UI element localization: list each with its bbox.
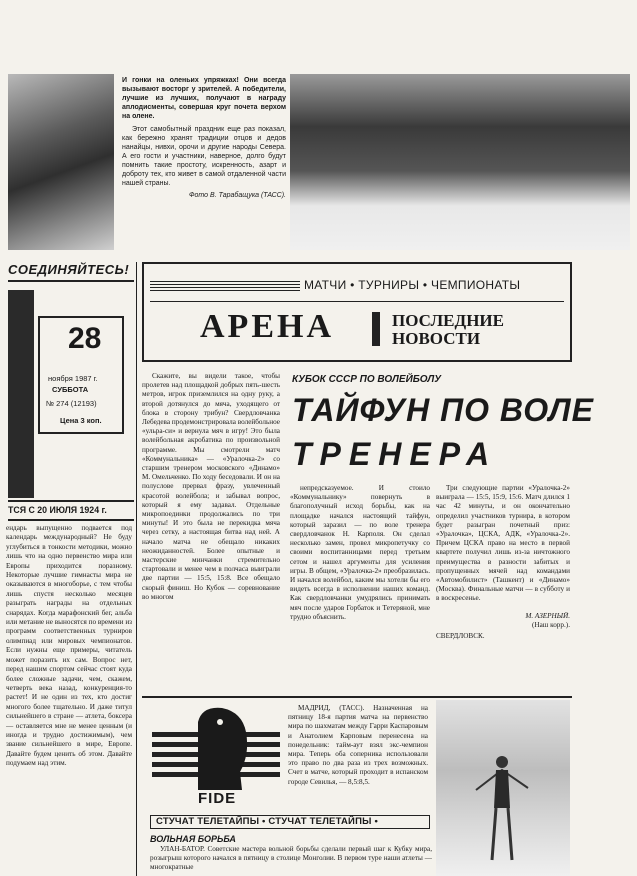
rubric-stripes bbox=[150, 281, 300, 291]
date-box bbox=[38, 316, 124, 434]
slogan: СОЕДИНЯЙТЕСЬ! bbox=[8, 262, 130, 277]
arena-title: АРЕНА bbox=[200, 308, 334, 345]
slogan-rule bbox=[8, 280, 134, 282]
chess-news-text: МАДРИД, (ТАСС). Назначенная на пятницу 18-я партия матча на первенство мира по шахматам между Гарри Каспаровым и Анатолием Карповым перенесена на понедельник: тайм-аут взял экс-чемпион мира. Теперь оба соперника использовали это право по два раза из трех возможных. Счет в матче, который проходит в испанском городе Севилья, — 8,5:8,5. bbox=[288, 704, 428, 786]
price: Цена 3 коп. bbox=[60, 416, 102, 425]
since-rule bbox=[8, 500, 134, 502]
since-line: ТСЯ С 20 ИЮЛЯ 1924 г. bbox=[8, 505, 107, 515]
volleyball-author-role: (Наш корр.). bbox=[531, 620, 570, 629]
chess-news bbox=[288, 704, 428, 812]
left-column-text: ендарь выпущенно подвается под календарь международный? Не буду углубиться в тонкости методики, можно лишь что на одно первенство мира или Европы приходится поразному. Некоторые лучшие гимнасты мира не оказываются в многоборье, с тем чтобы лишь спустя несколько месяцев разыграть награды на отдельных снарядах. Когда марафонский бег, альба или метание не выносятся по времени из программ соответственных турниров олимпиад или мировых чемпионатов. Если нужны еще примеры, читатель может поразить их сам. Вопрос нет, перед нашим спортом сейчас стоят куда более сложные задачи, чем, скажем, четверть века назад, конкуренция-то растет! И не один из тех, кто достиг многого более тщательно. И даже титул сильнейшего в стране — атлета, боксера — оставляется мне не менее ценным (и иногда и трудно достижимым), чем звание сильнейшего в мире, Европе. Давайте будем ценить об этом. Давайте подумаем над этим. bbox=[6, 524, 132, 768]
volleyball-column-1 bbox=[142, 372, 280, 692]
date-weekday: СУББОТА bbox=[52, 385, 89, 394]
reindeer-photo bbox=[8, 74, 114, 250]
teletype-banner: СТУЧАТ ТЕЛЕТАЙПЫ • СТУЧАТ ТЕЛЕТАЙПЫ • bbox=[156, 816, 378, 827]
arena-subtitle-1: ПОСЛЕДНИЕ bbox=[392, 311, 504, 330]
photo-credit: Фото В. Тарабащука (ТАСС). bbox=[188, 192, 286, 199]
issue-number: № 274 (12193) bbox=[46, 399, 97, 408]
volleyball-column-3-text: Три следующие партии «Уралочка-2» выиграла — 15:5, 15:9, 15:6. Матч длился 1 час 42 минуты, и он окончательно определил участников турнира, в котором будет разыгран почетный приз: «Уралочка», ЦСКА, АДК, «Уралочка-2». Причем ЦСКА право на место в первой квартете получил лишь из-за ничтожного преимущества в разности забитых и пропущенных мячей над командами «Автомобилист» (Ташкент) и «Динамо» (Москва). Финальные матчи — в субботу и в воскресенье. bbox=[436, 484, 570, 603]
since-rule-2 bbox=[8, 519, 134, 521]
fide-logo-text: FIDE bbox=[198, 790, 237, 807]
volleyball-headline-1: ТАЙФУН ПО ВОЛЕ bbox=[292, 392, 594, 428]
caption-body: Этот самобытный праздник еще раз показал, как бережно хранят традиции отцов и дедов нанайцы, нивхи, орочи и другие народы Севера. А его гости и участники, наверное, долго будут помнить такие простоту, искренность, азарт и доброту тех, кто живет в самой отдаленной части нашей страны. bbox=[122, 126, 286, 187]
date-month-year: ноября 1987 г. bbox=[48, 374, 98, 383]
arena-rubrics: МАТЧИ • ТУРНИРЫ • ЧЕМПИОНАТЫ bbox=[304, 278, 521, 292]
teletype-news-text: УЛАН-БАТОР. Советские мастера вольной борьбы сделали первый шаг к Кубку мира, розыгрыш которого начался в пятницу в столице Монголии. В первом туре наши атлеты — многократные bbox=[150, 845, 432, 872]
teletype-news bbox=[150, 845, 432, 876]
caption-lead: И гонки на оленьих упряжках! Они всегда вызывают восторг у зрителей. А победители, лучшие из лучших, получают в награду аплодисменты, совершая круг почета верхом на олене. bbox=[122, 77, 286, 120]
arena-bar bbox=[372, 312, 380, 346]
left-column bbox=[6, 524, 132, 874]
volleyball-column-2 bbox=[290, 484, 430, 694]
volleyball-column-2-text: непредсказуемое. И стоило «Коммунальнику» повернуть в благополучный исход борьбы, как на площадке начался настоящий тайфун, который заразил — по воле тренера свердловчанок Н. Карполя. Он сделал несколько замен, провел микропетучку со своими воспитанницами перед третьим сетом и нашел аргументы для усиления игры. В общем, «Уралочка-2» преобразилась. И начался волейбол, каким мы хотели бы его видеть всегда в исполнении наших команд. Как свердловчанки умудрялись принимать мяч после ударов Горбаток и Тетеряной, мне трудно объяснить. bbox=[290, 484, 430, 621]
skater-photo bbox=[436, 700, 570, 876]
arena-subtitle-2: НОВОСТИ bbox=[392, 329, 481, 348]
volleyball-column-1-text: Скажите, вы видели такое, чтобы пролетев над площадкой добрых пять-шесть метров, игрок приземлился на одну руку, а второй дотянулся до мяча, уходящего от блока в сторону трибун? Свердловчанка Лебедева продемонстрировала волейбольное «ульра-си» и вернула мяч в игру! Это была волейбольная акробатика по произвольной программе. Мы смотрели матч «Коммунальника» — «Уралочка-2» со старшим тренером московского «Динамо» М. Омельченко. По ходу беседовали. И он на полуслове прервал фразу, увлеченный красотой волейбола; и забывал вопрос, который я ему задавал. Отдельные микропоединки продолжались по три минуты! И это была не перекидка мяча через сетку, а настоящая битва над ней. А начало матча не обещало никаких неожиданностей. Более опытные и мастерские минчанки стремительно стартовали и менее чем в полчаса выиграли две партии — 15:5, 15:8. Все обещало скорый финиш. Но Кубок — соревнование во многом bbox=[142, 372, 280, 601]
fide-logo bbox=[150, 702, 282, 812]
column-divider bbox=[136, 262, 137, 876]
date-day: 28 bbox=[68, 322, 102, 355]
volleyball-city: СВЕРДЛОВСК. bbox=[436, 632, 485, 641]
section-rule bbox=[142, 696, 572, 698]
top-caption bbox=[122, 76, 286, 252]
teletype-heading: ВОЛЬНАЯ БОРЬБА bbox=[150, 834, 236, 844]
volleyball-author: М. АЗЕРНЫЙ. bbox=[525, 611, 570, 620]
arena-inner-rule bbox=[150, 301, 564, 302]
wrestlers-photo bbox=[290, 74, 630, 250]
volleyball-rubric: КУБОК СССР ПО ВОЛЕЙБОЛУ bbox=[292, 374, 442, 385]
volleyball-headline-2: ТРЕНЕРА bbox=[292, 436, 498, 472]
masthead-dark-block bbox=[8, 290, 34, 498]
volleyball-column-3 bbox=[436, 484, 570, 684]
